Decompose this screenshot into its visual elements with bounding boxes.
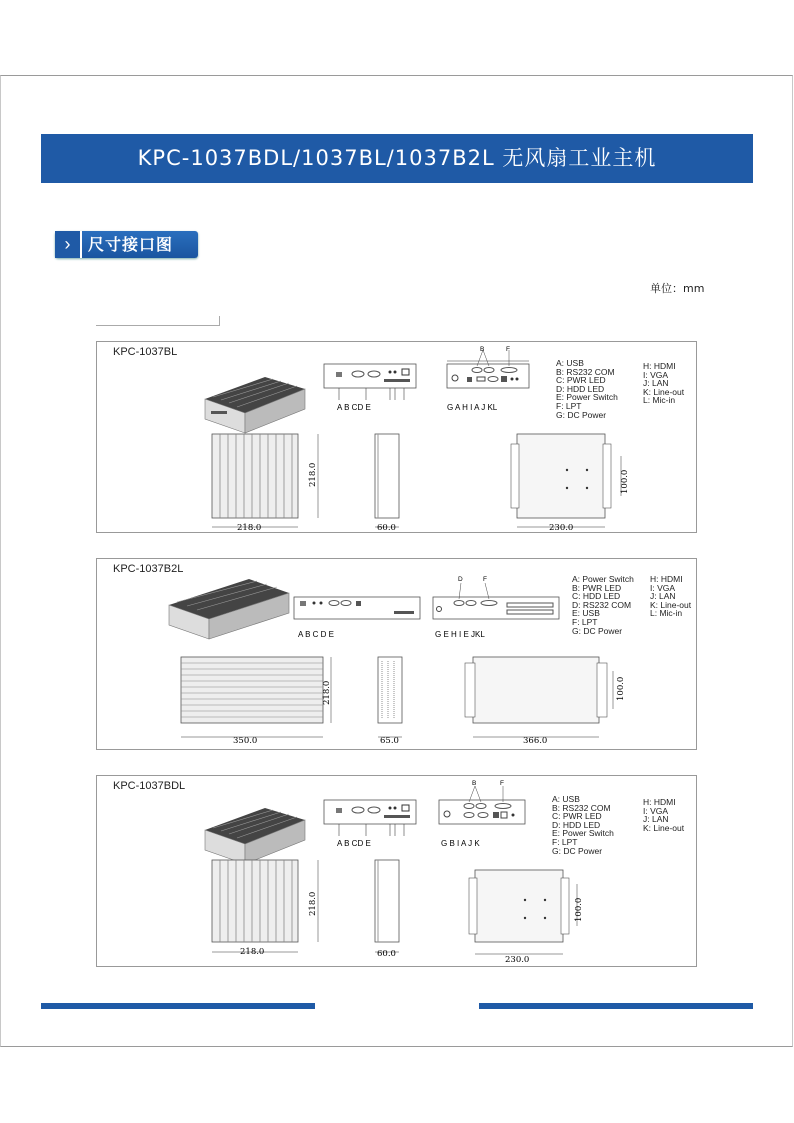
section-title: 尺寸接口图 (88, 235, 174, 254)
rear-top-label-f: F (506, 346, 510, 353)
legend-right: H: HDMI I: VGA J: LAN K: Line-out L: Mic-in (643, 361, 685, 406)
chevron-right-icon: › (55, 231, 82, 258)
mount-view-height: 100.0 (620, 469, 630, 494)
footer-bar-left (41, 1003, 315, 1009)
mount-view-width: 366.0 (523, 736, 548, 746)
rear-top-label-f: F (500, 780, 504, 787)
mount-view (469, 870, 577, 954)
panel-kpc-1037bl (96, 341, 697, 533)
legend-left: A: Power Switch B: PWR LED C: HDD LED D: RS232 COM E: USB F: LPT G: DC Power (572, 574, 634, 636)
front-view (294, 597, 420, 619)
mount-view (465, 657, 613, 737)
rear-top-label-d: D (458, 576, 463, 583)
side-view (375, 434, 399, 527)
rear-top-label-b: B (472, 780, 477, 787)
rear-top-label-b: B (480, 346, 485, 353)
front-view (324, 800, 416, 836)
model-name: KPC-1037B2L (113, 563, 184, 575)
side-view-depth: 60.0 (377, 949, 396, 959)
mount-view (511, 434, 621, 527)
top-view (212, 860, 318, 952)
legend-left: A: USB B: RS232 COM C: PWR LED D: HDD LED E: Power Switch F: LPT G: DC Power (556, 358, 618, 420)
legend-right: H: HDMI I: VGA J: LAN K: Line-out (643, 797, 685, 833)
page-title: KPC-1037BDL/1037BL/1037B2L 无风扇工业主机 (41, 134, 753, 183)
model-name: KPC-1037BL (113, 346, 178, 358)
top-view (212, 434, 318, 527)
mount-view-width: 230.0 (549, 523, 574, 532)
legend-left: A: USB B: RS232 COM C: PWR LED D: HDD LED E: Power Switch F: LPT G: DC Power (552, 794, 614, 856)
side-view (378, 657, 402, 737)
top-view-width: 218.0 (237, 523, 262, 532)
rear-port-labels: G B I A J K (441, 839, 480, 848)
panel-kpc-1037bdl (96, 775, 697, 967)
product-illustration (169, 579, 289, 639)
rear-view (447, 350, 529, 388)
footer-bar-right (479, 1003, 753, 1009)
mount-view-height: 100.0 (574, 897, 584, 922)
model-name: KPC-1037BDL (113, 780, 186, 792)
rear-view (433, 583, 559, 619)
divider (96, 316, 220, 326)
rear-view (439, 786, 525, 824)
top-view-height: 218.0 (308, 462, 318, 487)
front-port-labels: A B CD E (337, 839, 371, 848)
rear-top-label-f: F (483, 576, 487, 583)
unit-label: 单位：mm (650, 282, 705, 295)
front-view (324, 364, 416, 400)
mount-view-height: 100.0 (616, 676, 626, 701)
side-view-depth: 60.0 (377, 523, 396, 532)
side-view (375, 860, 399, 952)
rear-port-labels: G E H I E JKL (435, 630, 485, 639)
section-header (55, 231, 198, 258)
front-port-labels: A B CD E (337, 403, 371, 412)
top-view-width: 350.0 (233, 736, 258, 746)
product-illustration (205, 377, 305, 433)
top-view-width: 218.0 (240, 947, 265, 957)
legend-right: H: HDMI I: VGA J: LAN K: Line-out L: Mic-in (650, 574, 692, 619)
top-view-height: 218.0 (322, 680, 332, 705)
mount-view-width: 230.0 (505, 955, 530, 965)
side-view-depth: 65.0 (380, 736, 399, 746)
rear-port-labels: G A H I A J KL (447, 403, 498, 412)
product-illustration (205, 808, 305, 864)
top-view-height: 218.0 (308, 891, 318, 916)
top-view (181, 657, 331, 737)
panel-kpc-1037b2l (96, 558, 697, 750)
front-port-labels: A B C D E (298, 630, 335, 639)
